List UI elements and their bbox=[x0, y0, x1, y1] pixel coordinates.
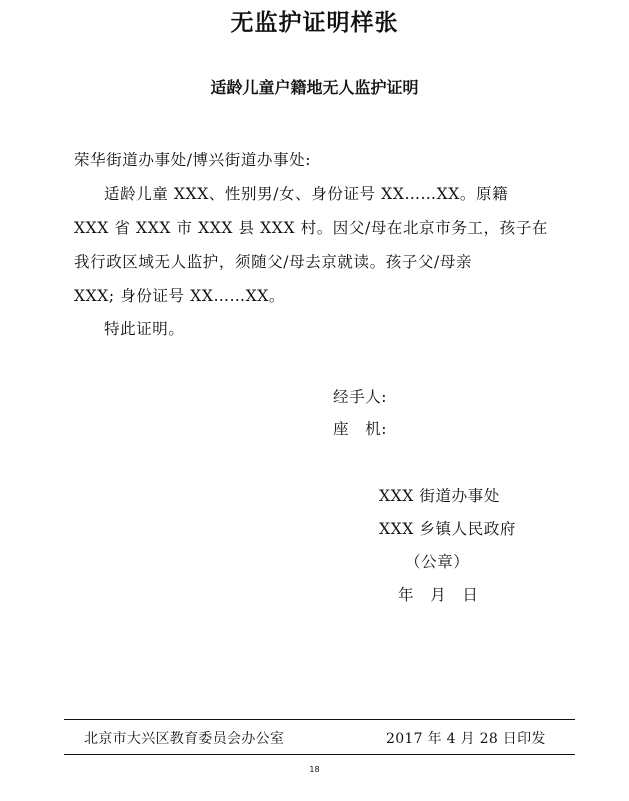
paragraph-line-3: 我行政区域无人监护，须随父/母去京就读。孩子父/母亲 bbox=[74, 253, 473, 271]
handler-label: 经手人: bbox=[333, 388, 388, 406]
sub-title: 适龄儿童户籍地无人监护证明 bbox=[210, 78, 419, 97]
page-number: 18 bbox=[309, 765, 320, 774]
issuer-line-2: XXX 乡镇人民政府 bbox=[379, 520, 517, 538]
footer-office: 北京市大兴区教育委员会办公室 bbox=[84, 731, 285, 747]
phone-label: 座 机: bbox=[333, 420, 388, 438]
footer-top-rule bbox=[64, 719, 575, 720]
paragraph-line-2: XXX 省 XXX 市 XXX 县 XXX 村。因父/母在北京市务工，孩子在 bbox=[74, 219, 548, 237]
seal-label: （公章） bbox=[405, 553, 470, 571]
footer-print-date: 2017 年 4 月 28 日印发 bbox=[386, 731, 546, 747]
paragraph-line-4: XXX; 身份证号 XX……XX。 bbox=[74, 287, 286, 305]
date-placeholder: 年 月 日 bbox=[398, 586, 479, 604]
issuer-line-1: XXX 街道办事处 bbox=[379, 487, 500, 505]
main-title: 无监护证明样张 bbox=[230, 9, 399, 36]
footer-bottom-rule bbox=[64, 754, 575, 755]
paragraph-line-1: 适龄儿童 XXX、性别男/女、身份证号 XX……XX。原籍 bbox=[104, 185, 509, 203]
addressee: 荣华街道办事处/博兴街道办事处: bbox=[74, 151, 312, 169]
closing-line: 特此证明。 bbox=[104, 320, 185, 338]
